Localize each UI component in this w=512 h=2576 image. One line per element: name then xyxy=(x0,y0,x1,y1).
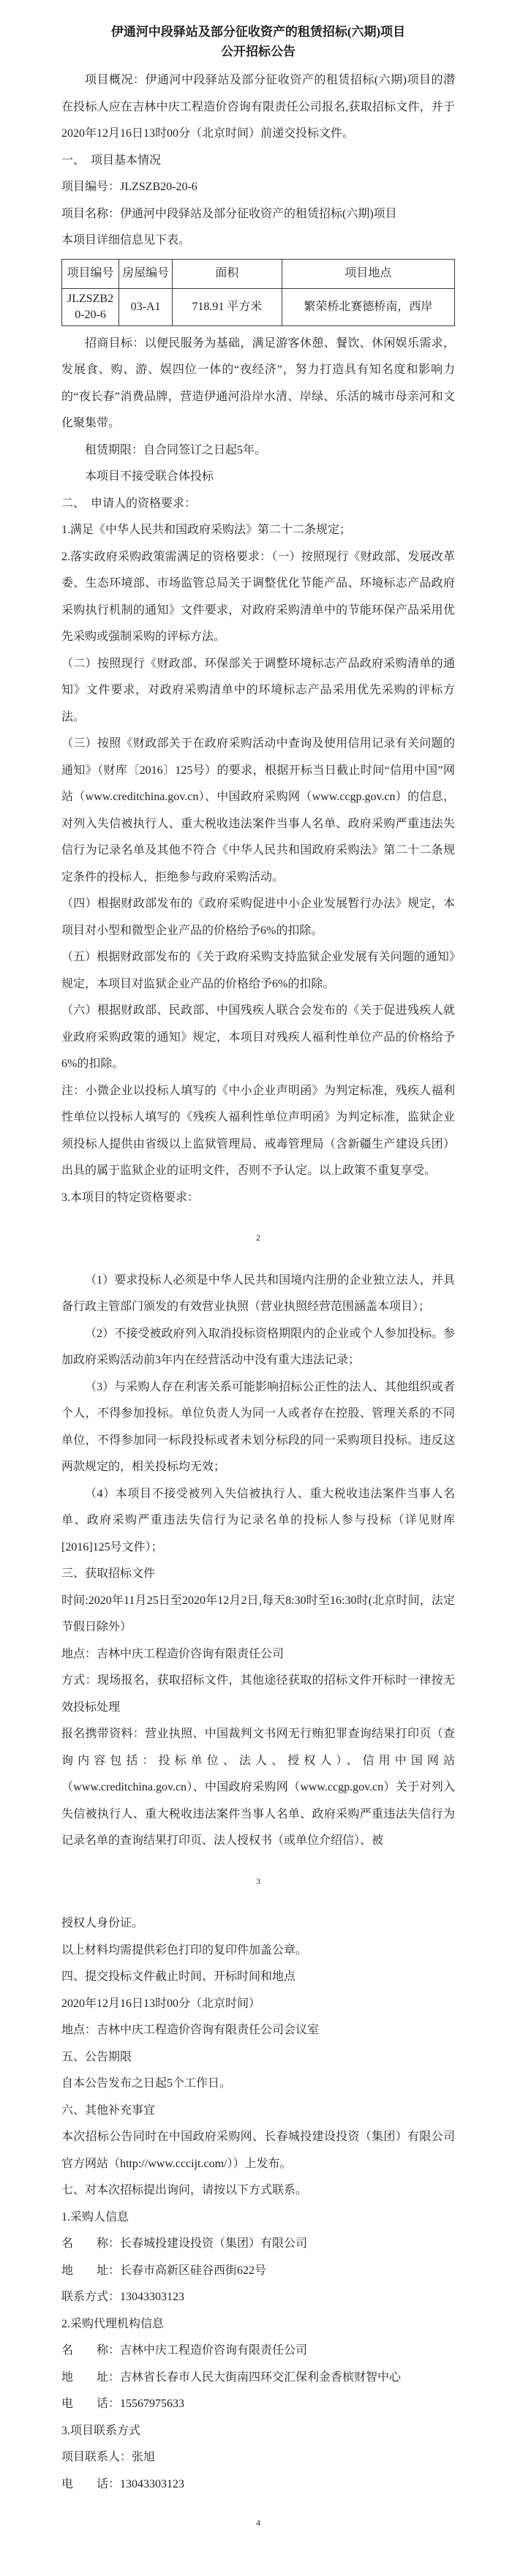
section-heading-6: 六、其他补充事宜 xyxy=(61,2104,156,2117)
paragraph-purchaser-phone: 联系方式：13043303123 xyxy=(61,2291,185,2303)
table-cell-area: 718.91 平方米 xyxy=(173,288,282,325)
section-heading-3: 三、获取招标文件 xyxy=(61,1567,156,1580)
table-row xyxy=(62,288,455,325)
paragraph-requirement-2-6: （六）根据财政部、民政部、中国残疾人联合会发布的《关于促进残疾人就业政府采购政策的通知》规定，本项目对残疾人福利性单位产品的价格给予6%的扣除。 xyxy=(61,1004,455,1070)
paragraph-announcement-period: 自本公告发布之日起5个工作日。 xyxy=(61,2077,232,2090)
paragraph-agency-address: 地 址：吉林省长春市人民大街南四环交汇保利金香槟财智中心 xyxy=(61,2370,402,2384)
paragraph-obtain-time: 时间:2020年11月25日至2020年12月2日,每天8:30时至16:30时(北京时间，法定节假日除外） xyxy=(61,1594,455,1633)
page-number: 2 xyxy=(256,1232,260,1243)
paragraph-materials-stamp: 以上材料均需提供彩色打印的复印件加盖公章。 xyxy=(61,1943,308,1957)
paragraph-requirement-2-2: （二）按照现行《财政部、环保部关于调整环境标志产品政府采购清单的通知》文件要求，对政府采购清单中的环境标志产品采用优先采购的评标方法。 xyxy=(61,657,455,723)
paragraph-specific-3: （3）与采购人存在利害关系可能影响招标公正性的法人、其他组织或者个人，不得参加投标。单位负责人为同一人或者存在控股、管理关系的不同单位，不得参加同一标段投标或者未划分标段的同一采购项目投标。违反这两款规定的，相关投标均无效； xyxy=(61,1380,455,1473)
paragraph-deadline: 2020年12月16日13时00分（北京时间） xyxy=(61,1997,261,2010)
paragraph-requirement-1: 1.满足《中华人民共和国政府采购法》第二十二条规定； xyxy=(61,524,352,536)
paragraph-publish-sites: 本次招标公告同时在中国政府采购网、长春城投建设投资（集团）有限公司官方网站（http://www.cccijt.com/））上发布。 xyxy=(61,2131,455,2170)
section-heading-1: 一、 项目基本情况 xyxy=(61,154,162,167)
table-cell-project-number: JLZSZB20-20-6 xyxy=(62,288,119,325)
paragraph-obtain-method: 方式：现场报名，获取招标文件，其他途径获取的招标文件开标时一律按无效投标处理 xyxy=(61,1674,455,1714)
paragraph-agency-phone: 电 话：15567975633 xyxy=(61,2398,185,2410)
paragraph-investment-goal: 招商目标：以便民服务为基础，满足游客休憩、餐饮、休闲娱乐需求，发展食、购、游、娱四位一体的“夜经济”，努力打造具有知名度和影响力的“夜长春”消费品牌，营造伊通河沿岸水清、岸绿、乐活的城市母亲河和文化聚集带。 xyxy=(61,336,455,429)
document-title-line1: 伊通河中段驿站及部分征收资产的租赁招标(六期)项目 xyxy=(110,25,406,39)
section-heading-2: 二、 申请人的资格要求： xyxy=(61,497,197,510)
paragraph-registration-materials: 报名携带资料：营业执照、中国裁判文书网无行贿犯罪查询结果打印页（查询内容包括：投标单位、法人、授权人）、信用中国网站（www.creditchina.gov.cn）、中国政府采购网（www.ccgp.gov.cn）关于对列入失信被执行人、重大税收违法案件当事人名单、政府采购严重违法失信行为记录名单的查询结果打印页、法人授权书（或单位介绍信）、被 xyxy=(61,1728,455,1847)
project-info-table xyxy=(61,259,455,326)
paragraph-obtain-place: 地点：吉林中庆工程造价咨询有限责任公司 xyxy=(61,1647,285,1660)
paragraph-requirement-2-3: （三）按照《财政部关于在政府采购活动中查询及使用信用记录有关问题的通知》（财库〔2016〕125号）的要求，根据开标当日截止时间“信用中国”网站（www.creditchina.gov.cn）、中国政府采购网（www.ccgp.gov.cn）的信息，对列入失信被执行人、重大税收违法案件当事人名单、政府采购严重违法失信行为记录名单及其他不符合《中华人民共和国政府采购法》第二十二条规定条件的投标人，拒绝参与政府采购活动。 xyxy=(61,737,455,884)
paragraph-purchaser-address: 地 址：长春市高新区硅谷西街622号 xyxy=(61,2264,267,2277)
paragraph-agency-name: 名 称：吉林中庆工程造价咨询有限责任公司 xyxy=(61,2344,308,2357)
paragraph-specific-4: （4）本项目不接受被列入失信被执行人、重大税收违法案件当事人名单、政府采购严重违法失信行为记录名单的投标人参与投标（详见财库[2016]125号文件）； xyxy=(61,1487,455,1553)
table-header-cell: 项目编号 xyxy=(62,259,119,288)
paragraph-requirement-3: 3.本项目的特定资格要求： xyxy=(61,1191,200,1204)
page-number: 3 xyxy=(256,1875,260,1886)
paragraph-project-overview: 项目概况：伊通河中段驿站及部分征收资产的租赁招标(六期)项目的潜在投标人应在吉林中庆工程造价咨询有限责任公司报名,获取招标文件，并于2020年12月16日13时00分（北京时间）前递交投标文件。 xyxy=(61,74,455,140)
paragraph-requirement-2-4: （四）根据财政部发布的《政府采购促进中小企业发展暂行办法》规定，本项目对小型和微型企业产品的价格给予6%的扣除。 xyxy=(61,897,455,937)
paragraph-note: 注：小微企业以投标人填写的《中小企业声明函》为判定标准，残疾人福利性单位以投标人填写的《残疾人福利性单位声明函》为判定标准，监狱企业须投标人提供由省级以上监狱管理局、戒毒管理局（含新疆生产建设兵团）出具的属于监狱企业的证明文件，否则不予认定。以上政策不重复享受。 xyxy=(61,1084,455,1177)
section-heading-4: 四、提交投标文件截止时间、开标时间和地点 xyxy=(61,1970,296,1983)
paragraph-project-name: 项目名称：伊通河中段驿站及部分征收资产的租赁招标(六期)项目 xyxy=(61,207,397,220)
table-header-cell: 项目地点 xyxy=(282,259,454,288)
paragraph-no-consortium: 本项目不接受联合体投标 xyxy=(85,470,214,483)
paragraph-specific-2: （2）不接受被政府列入取消投标资格期限内的企业或个人参加投标。参加政府采购活动前3年内在经营活动中没有重大违法记录； xyxy=(61,1327,455,1366)
paragraph-opening-place: 地点：吉林中庆工程造价咨询有限责任公司会议室 xyxy=(61,2024,320,2036)
paragraph-project-contact-title: 3.项目联系方式 xyxy=(61,2424,141,2437)
section-heading-7: 七、对本次招标提出询问，请按以下方式联系。 xyxy=(61,2184,308,2196)
table-cell-location: 繁荣桥北赛德桥南，西岸 xyxy=(282,288,454,325)
paragraph-project-number: 项目编号：JLZSZB20-20-6 xyxy=(61,181,197,193)
table-header-cell: 面积 xyxy=(173,259,282,288)
paragraph-specific-1: （1）要求投标人必须是中华人民共和国境内注册的企业独立法人，并具备行政主管部门颁发的有效营业执照（营业执照经营范围涵盖本项目）； xyxy=(61,1273,455,1313)
paragraph-purchaser-name: 名 称：长春城投建设投资（集团）有限公司 xyxy=(61,2237,308,2250)
document-title-line2: 公开招标公告 xyxy=(221,45,295,59)
page-number: 4 xyxy=(256,2517,260,2528)
paragraph-requirement-2-5: （五）根据财政部发布的《关于政府采购支持监狱企业发展有关问题的通知》规定，本项目对监狱企业产品的价格给予6%的扣除。 xyxy=(61,951,455,990)
table-header-cell: 房屋编号 xyxy=(119,259,173,288)
table-header-row xyxy=(62,259,455,288)
paragraph-id-card: 授权人身份证。 xyxy=(61,1917,144,1929)
section-heading-5: 五、公告期限 xyxy=(61,2050,132,2063)
paragraph-agency-info-title: 2.采购代理机构信息 xyxy=(61,2317,165,2330)
table-cell-house-number: 03-A1 xyxy=(119,288,173,325)
paragraph-purchaser-info-title: 1.采购人信息 xyxy=(61,2210,129,2223)
paragraph-project-contact-phone: 电 话：13043303123 xyxy=(61,2477,185,2490)
paragraph-requirement-2: 2.落实政府采购政策需满足的资格要求：（一）按照现行《财政部、发展改革委、生态环境部、市场监管总局关于调整优化节能产品、环境标志产品政府采购执行机制的通知》文件要求，对政府采购清单中的节能环保产品采用优先采购或强制采购的评标方法。 xyxy=(61,550,455,643)
paragraph-project-contact-person: 项目联系人：张旭 xyxy=(61,2451,156,2463)
paragraph-lease-term: 租赁期限：自合同签订之日起5年。 xyxy=(85,443,267,456)
paragraph-table-note: 本项目详细信息见下表。 xyxy=(61,234,191,246)
